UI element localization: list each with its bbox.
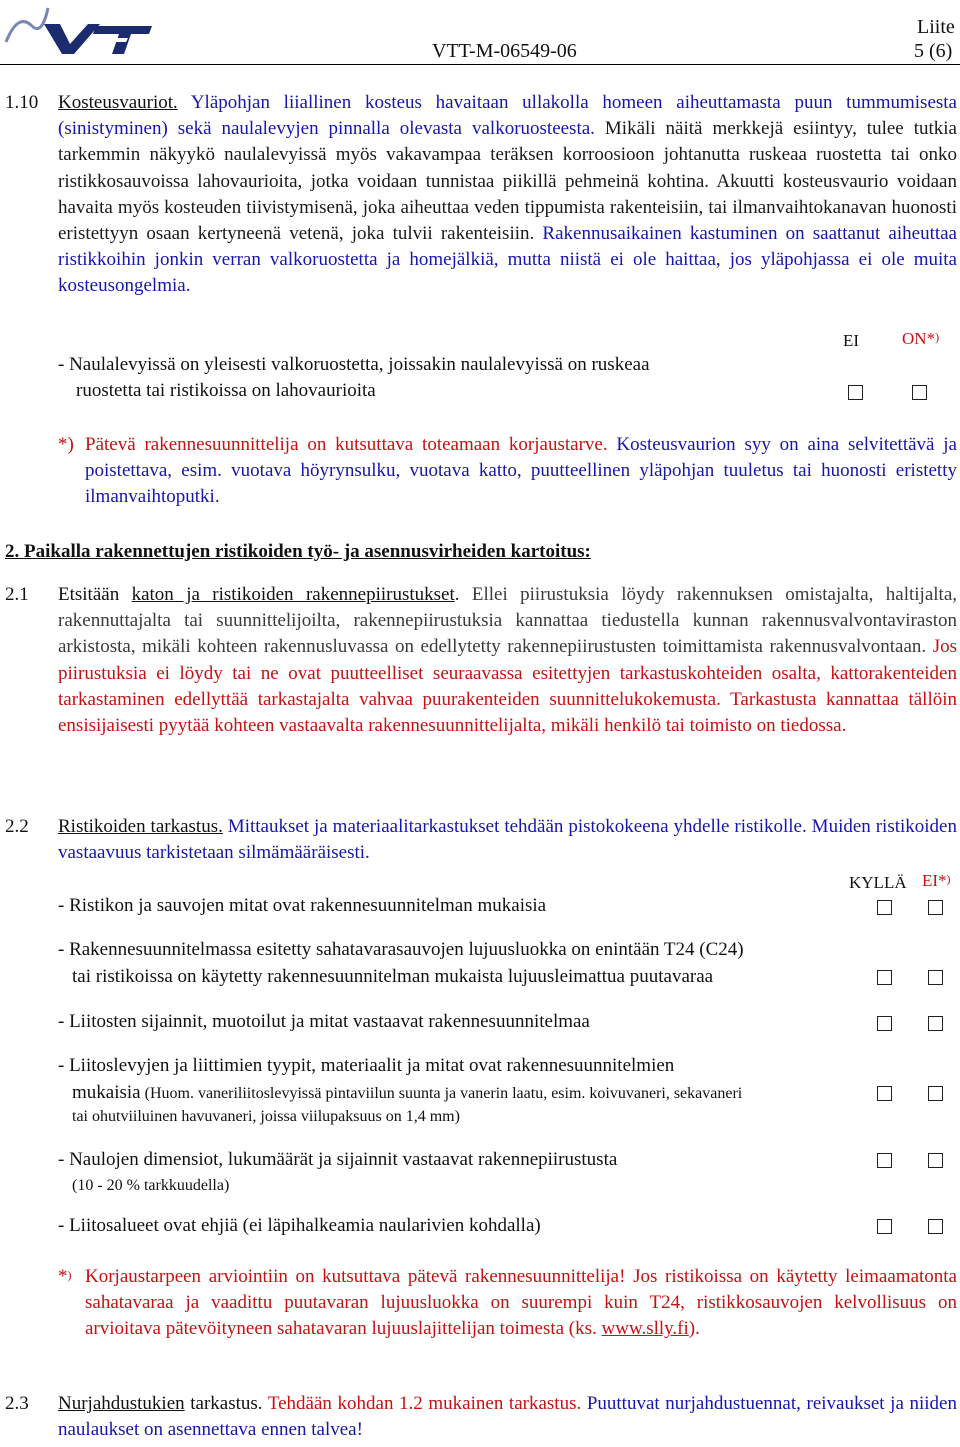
text-blue-2-3: Puuttuvat nurjahdustuennat, reivaukset ja niiden naulaukset on asennettava ennen talvea! [58,1393,957,1441]
check-item-2-line1: - Rakennesuunnitelmassa esitetty sahatavarasauvojen lujuusluokka on enintään T24 (C24) [58,939,744,960]
checkbox-kylla-5[interactable] [877,1153,892,1168]
note-2-2-end: ). [688,1318,700,1340]
drawings-link: katon ja ristikoiden rakennepiirustukset [131,584,455,605]
note-star: *) [58,434,74,455]
text-blue-d: Rakennusaikainen kastuminen on saattanut aiheuttaa ristikkoihin jonkin verran valkoruostetta ja homejälkiä, mutta niistä ei ole haittaa, jos yläpohjassa ei ole muita kosteusongelmia. [58,223,957,297]
checkbox-ei-5[interactable] [928,1153,943,1168]
check-item-4-line1: - Liitoslevyjen ja liittimien tyypit, materiaalit ja mitat ovat rakennesuunnitelmien [58,1055,675,1076]
section-2-2-title: Ristikoiden tarkastus. [58,816,223,837]
section-2-3-number: 2.3 [5,1393,29,1414]
text-red-2-3: Tehdään kohdan 1.2 mukainen tarkastus. [262,1393,582,1414]
col-ei-header-2: EI*) [922,871,951,890]
vtt-logo [4,2,154,54]
text-blue-a: Yläpohjan liiallinen kosteus havaitaan ullakolla homeen aiheuttamasta puun tummumisesta (sinistyminen) sekä naulalevyjen pinnalla olevasta valkoruosteesta. [58,92,957,140]
note-2-2-star: *) [58,1266,72,1287]
section-2-2-body [58,814,957,866]
check-item-5-line1: - Naulojen dimensiot, lukumäärät ja sijainnit vastaavat rakennepiirustusta [58,1149,618,1170]
checkbox-kylla-6[interactable] [877,1219,892,1234]
note-red: Pätevä rakennesuunnittelija on kutsuttava toteamaan korjaustarve. [85,434,608,455]
doc-id: VTT-M-06549-06 [432,40,577,62]
checkbox-ei-2[interactable] [928,970,943,985]
note-blue: Kosteusvaurion syy on aina selvitettävä ja poistettava, esim. vuotava höyrynsulku, vuotava katto, puutteellinen yläpohjan tuuletus tai huonosti eristetty ilmanvaihtoputki. [85,434,957,508]
section-1-10-title: Kosteusvauriot. [58,92,178,113]
text-b: Mikäli näitä merkkejä esiintyy, tulee tutkia tarkemmin näkyykö naulalevyissä myös vakavampaa teräksen korroosioon johtanutta ruskeaa ruostetta tai onko ristikkosauvoissa lahovaurioita, jotka voidaan tunnistaa piikillä pehmeinä kohtina. [58,118,957,192]
checkbox-ei-4[interactable] [928,1086,943,1101]
check-item-2-line2: tai ristikoissa on käytetty rakennesuunnitelman mukaista lujuusleimattua puutavaraa [72,966,714,987]
checkbox-kylla-3[interactable] [877,1016,892,1031]
checkbox-kylla-2[interactable] [877,970,892,985]
checklist-item-1-10-line2: ruostetta tai ristikoissa on lahovaurioita [76,380,376,401]
header-rule [0,64,960,65]
checkbox-kylla-1[interactable] [877,900,892,915]
liite-label: Liite [917,16,955,38]
text-c: Akuutti kosteusvaurio voidaan havaita myös kosteuden tiivistymisenä, joka aiheuttaa veden tippumista rakenteisiin, tai ilmanvaihtokanavan huonosti eristettyyn osaan kertyneenä vetenä, joka tulvii rakenteisiin. [58,170,957,245]
note-1-10 [85,432,957,511]
text-blue: Mittaukset ja materiaalitarkastukset tehdään pistokokeena yhdelle ristikolle. Muiden ristikoiden vastaavuus tarkistetaan silmämääräisesti. [58,816,957,864]
checkbox-ei-3[interactable] [928,1016,943,1031]
check-item-3: - Liitosten sijainnit, muotoilut ja mitat vastaavat rakennesuunnitelmaa [58,1011,590,1032]
text-grey: Ellei piirustuksia löydy rakennuksen omistajalta, haltijalta, rakennuttajalta tai suunnittelijoilta, rakennepiirustuksia kannattaa tiedustella kunnan rakennusvalvontaviraston arkistosta, mikäli kohteen rakennusluvassa on edellytetty rakennepiirustusten toimittamista rakennusvalvontaan. [58,584,958,658]
checkbox-ei-1[interactable] [928,900,943,915]
lead-text: Etsitään [58,584,132,605]
note-2-2-text: Korjaustarpeen arviointiin on kutsuttava pätevä rakennesuunnittelija! Jos ristikoissa on käytetty leimaamatonta sahatavaraa ja vaadittu puutavaran lujuusluokka on suurempi kuin T24, ristikkosauvojen kelvollisuus on arvioitava pätevöityneen sahatavaran lujuuslajittelijan toimesta (ks. [85,1266,957,1340]
check-item-6: - Liitosalueet ovat ehjiä (ei läpihalkeamia naularivien kohdalla) [58,1215,541,1236]
check-item-4-line3: tai ohutviiluinen havuvaneri, joissa viilupaksuus on 1,4 mm) [72,1108,460,1125]
checkbox-ei-6[interactable] [928,1219,943,1234]
note-2-2 [85,1264,957,1343]
check-item-4-line2: mukaisia (Huom. vaneriliitoslevyissä pintaviilun suunta ja vanerin laatu, esim. koivuvaneri, sekavaneri [72,1082,743,1103]
checkbox-kylla-4[interactable] [877,1086,892,1101]
checkbox-ei[interactable] [848,385,863,400]
section-2-3-body [58,1391,957,1443]
section-1-10-body [58,90,957,300]
section-1-10-number: 1.10 [5,92,39,113]
col-kylla-header: KYLLÄ [849,873,907,892]
title-rest: tarkastus. [184,1393,263,1414]
col-on-header: ON*) [902,329,940,348]
checklist-item-1-10-line1: - Naulalevyissä on yleisesti valkoruostetta, joissakin naulalevyissä on ruskeaa [58,354,650,375]
section-2-3-title: Nurjahdustukien [58,1393,185,1414]
text-red: Jos piirustuksia ei löydy tai ne ovat puutteelliset seuraavassa esitettyjen tarkastuskohteiden osalta, kattorakenteiden tarkastaminen edellyttää tarkastajalta vahvaa puurakenteiden suunnittelukokemusta. Tarkastusta kannattaa tällöin ensisijaisesti pyytää kohteen vastaavalta rakennesuunnittelijalta, mikäli henkilö tai toimisto on tiedossa. [58,636,957,737]
section-2-2-number: 2.2 [5,816,29,837]
slly-link[interactable]: www.slly.fi [601,1318,689,1340]
period: . [454,584,460,605]
checkbox-on[interactable] [912,385,927,400]
col-ei-header: EI [843,331,860,350]
section-2-heading: 2. Paikalla rakennettujen ristikoiden työ- ja asennusvirheiden kartoitus: [5,541,591,562]
section-2-1-number: 2.1 [5,584,29,605]
check-item-1: - Ristikon ja sauvojen mitat ovat rakennesuunnitelman mukaisia [58,895,547,916]
section-2-1-body [58,582,957,739]
check-item-5-line2: (10 - 20 % tarkkuudella) [72,1177,230,1194]
page-number: 5 (6) [914,40,953,62]
